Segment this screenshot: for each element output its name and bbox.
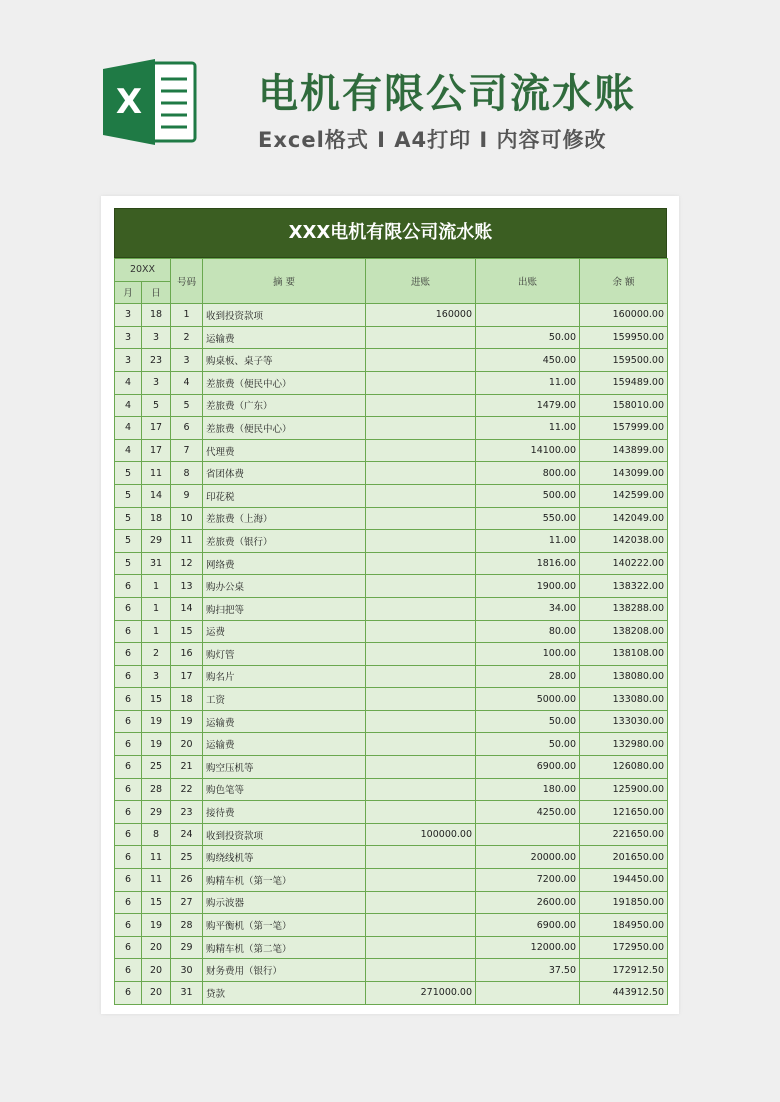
balance-cell[interactable]: 172912.50	[580, 959, 668, 982]
day-cell[interactable]: 29	[142, 801, 171, 824]
income-cell[interactable]	[366, 778, 476, 801]
summary-cell[interactable]: 运输费	[203, 326, 366, 349]
sheet-title: XXX电机有限公司流水账	[114, 208, 667, 258]
month-cell[interactable]: 3	[115, 326, 142, 349]
day-cell[interactable]: 15	[142, 891, 171, 914]
number-cell[interactable]: 23	[171, 801, 203, 824]
balance-cell[interactable]: 126080.00	[580, 756, 668, 779]
balance-cell[interactable]: 159489.00	[580, 371, 668, 394]
month-cell[interactable]: 6	[115, 914, 142, 937]
year-header: 20XX	[115, 259, 171, 282]
table-row	[115, 801, 668, 824]
expense-header: 出账	[476, 259, 580, 304]
summary-cell[interactable]: 购扫把等	[203, 597, 366, 620]
expense-cell[interactable]: 1816.00	[476, 552, 580, 575]
table-row	[115, 462, 668, 485]
table-row	[115, 869, 668, 892]
table-row	[115, 665, 668, 688]
summary-cell[interactable]: 收到投资款项	[203, 823, 366, 846]
month-cell[interactable]: 6	[115, 688, 142, 711]
summary-cell[interactable]: 购办公桌	[203, 575, 366, 598]
number-cell[interactable]: 19	[171, 710, 203, 733]
expense-cell[interactable]: 4250.00	[476, 801, 580, 824]
income-cell[interactable]	[366, 959, 476, 982]
month-cell[interactable]: 4	[115, 417, 142, 440]
day-cell[interactable]: 2	[142, 643, 171, 666]
expense-cell[interactable]: 20000.00	[476, 846, 580, 869]
day-cell[interactable]: 1	[142, 575, 171, 598]
expense-cell[interactable]: 50.00	[476, 710, 580, 733]
income-cell[interactable]	[366, 688, 476, 711]
day-cell[interactable]: 23	[142, 349, 171, 372]
day-cell[interactable]: 8	[142, 823, 171, 846]
income-cell[interactable]	[366, 846, 476, 869]
summary-cell[interactable]: 差旅费（便民中心）	[203, 417, 366, 440]
number-cell[interactable]: 27	[171, 891, 203, 914]
day-cell[interactable]: 31	[142, 552, 171, 575]
expense-cell[interactable]: 7200.00	[476, 869, 580, 892]
income-cell[interactable]	[366, 801, 476, 824]
day-cell[interactable]: 19	[142, 914, 171, 937]
number-cell[interactable]: 1	[171, 304, 203, 327]
day-cell[interactable]: 1	[142, 597, 171, 620]
excel-icon	[103, 57, 198, 147]
balance-header: 余 额	[580, 259, 668, 304]
page-title: 电机有限公司流水账	[258, 71, 636, 117]
summary-cell[interactable]: 购名片	[203, 665, 366, 688]
balance-cell[interactable]: 221650.00	[580, 823, 668, 846]
table-row	[115, 304, 668, 327]
day-cell[interactable]: 29	[142, 530, 171, 553]
day-cell[interactable]: 20	[142, 936, 171, 959]
number-cell[interactable]: 5	[171, 394, 203, 417]
balance-cell[interactable]: 159950.00	[580, 326, 668, 349]
day-cell[interactable]: 17	[142, 439, 171, 462]
income-cell[interactable]: 100000.00	[366, 823, 476, 846]
day-cell[interactable]: 18	[142, 507, 171, 530]
expense-cell[interactable]: 180.00	[476, 778, 580, 801]
expense-cell[interactable]: 80.00	[476, 620, 580, 643]
day-cell[interactable]: 19	[142, 733, 171, 756]
month-cell[interactable]: 6	[115, 869, 142, 892]
month-cell[interactable]: 6	[115, 936, 142, 959]
day-cell[interactable]: 11	[142, 846, 171, 869]
income-cell[interactable]	[366, 869, 476, 892]
expense-cell[interactable]: 100.00	[476, 643, 580, 666]
month-cell[interactable]: 6	[115, 620, 142, 643]
summary-cell[interactable]: 购绕线机等	[203, 846, 366, 869]
expense-cell[interactable]: 1900.00	[476, 575, 580, 598]
number-cell[interactable]: 21	[171, 756, 203, 779]
summary-cell[interactable]: 代理费	[203, 439, 366, 462]
expense-cell[interactable]	[476, 982, 580, 1005]
number-cell[interactable]: 12	[171, 552, 203, 575]
summary-header: 摘 要	[203, 259, 366, 304]
number-cell[interactable]: 16	[171, 643, 203, 666]
month-cell[interactable]: 6	[115, 891, 142, 914]
summary-cell[interactable]: 差旅费（上海）	[203, 507, 366, 530]
table-row	[115, 620, 668, 643]
balance-cell[interactable]: 191850.00	[580, 891, 668, 914]
expense-cell[interactable]: 550.00	[476, 507, 580, 530]
day-cell[interactable]: 20	[142, 982, 171, 1005]
summary-cell[interactable]: 购精车机（第一笔）	[203, 869, 366, 892]
month-cell[interactable]: 6	[115, 643, 142, 666]
summary-cell[interactable]: 运输费	[203, 733, 366, 756]
income-cell[interactable]	[366, 733, 476, 756]
table-row	[115, 439, 668, 462]
day-cell[interactable]: 17	[142, 417, 171, 440]
number-cell[interactable]: 4	[171, 371, 203, 394]
day-cell[interactable]: 19	[142, 710, 171, 733]
summary-cell[interactable]: 差旅费（便民中心）	[203, 371, 366, 394]
day-cell[interactable]: 14	[142, 484, 171, 507]
expense-cell[interactable]: 11.00	[476, 417, 580, 440]
month-cell[interactable]: 6	[115, 665, 142, 688]
month-cell[interactable]: 6	[115, 733, 142, 756]
income-cell[interactable]	[366, 891, 476, 914]
table-row	[115, 936, 668, 959]
balance-cell[interactable]: 158010.00	[580, 394, 668, 417]
day-cell[interactable]: 18	[142, 304, 171, 327]
balance-cell[interactable]: 143099.00	[580, 462, 668, 485]
ledger-body	[115, 304, 668, 1004]
expense-cell[interactable]: 37.50	[476, 959, 580, 982]
table-row	[115, 823, 668, 846]
month-cell[interactable]: 5	[115, 552, 142, 575]
summary-cell[interactable]: 运输费	[203, 710, 366, 733]
balance-cell[interactable]: 125900.00	[580, 778, 668, 801]
expense-cell[interactable]: 50.00	[476, 733, 580, 756]
number-cell[interactable]: 7	[171, 439, 203, 462]
balance-cell[interactable]: 142038.00	[580, 530, 668, 553]
balance-cell[interactable]: 138288.00	[580, 597, 668, 620]
number-cell[interactable]: 14	[171, 597, 203, 620]
income-cell[interactable]	[366, 552, 476, 575]
summary-cell[interactable]: 收到投资款项	[203, 304, 366, 327]
number-cell[interactable]: 18	[171, 688, 203, 711]
month-cell[interactable]: 5	[115, 484, 142, 507]
number-cell[interactable]: 30	[171, 959, 203, 982]
income-cell[interactable]: 271000.00	[366, 982, 476, 1005]
balance-cell[interactable]: 184950.00	[580, 914, 668, 937]
day-cell[interactable]: 1	[142, 620, 171, 643]
balance-cell[interactable]: 138108.00	[580, 643, 668, 666]
summary-cell[interactable]: 购示波器	[203, 891, 366, 914]
income-cell[interactable]: 160000	[366, 304, 476, 327]
month-cell[interactable]: 6	[115, 823, 142, 846]
table-row	[115, 959, 668, 982]
income-cell[interactable]	[366, 371, 476, 394]
income-cell[interactable]	[366, 936, 476, 959]
balance-cell[interactable]: 142599.00	[580, 484, 668, 507]
month-cell[interactable]: 5	[115, 507, 142, 530]
expense-cell[interactable]: 500.00	[476, 484, 580, 507]
month-cell[interactable]: 6	[115, 778, 142, 801]
table-row	[115, 846, 668, 869]
month-header: 月	[115, 281, 142, 304]
number-cell[interactable]: 2	[171, 326, 203, 349]
month-cell[interactable]: 5	[115, 530, 142, 553]
table-row	[115, 710, 668, 733]
income-cell[interactable]	[366, 710, 476, 733]
summary-cell[interactable]: 省团体费	[203, 462, 366, 485]
summary-cell[interactable]: 接待费	[203, 801, 366, 824]
number-cell[interactable]: 25	[171, 846, 203, 869]
table-row	[115, 982, 668, 1005]
month-cell[interactable]: 6	[115, 756, 142, 779]
day-cell[interactable]: 3	[142, 326, 171, 349]
month-cell[interactable]: 4	[115, 371, 142, 394]
table-row	[115, 891, 668, 914]
income-cell[interactable]	[366, 394, 476, 417]
table-row	[115, 371, 668, 394]
balance-cell[interactable]: 133030.00	[580, 710, 668, 733]
table-row	[115, 326, 668, 349]
summary-cell[interactable]: 购灯管	[203, 643, 366, 666]
day-cell[interactable]: 15	[142, 688, 171, 711]
income-cell[interactable]	[366, 530, 476, 553]
month-cell[interactable]: 4	[115, 439, 142, 462]
table-row	[115, 575, 668, 598]
balance-cell[interactable]: 160000.00	[580, 304, 668, 327]
summary-cell[interactable]: 运费	[203, 620, 366, 643]
svg-text:X: X	[115, 82, 143, 122]
table-row	[115, 733, 668, 756]
summary-cell[interactable]: 购空压机等	[203, 756, 366, 779]
summary-cell[interactable]: 差旅费（银行）	[203, 530, 366, 553]
income-cell[interactable]	[366, 620, 476, 643]
income-cell[interactable]	[366, 417, 476, 440]
table-row	[115, 484, 668, 507]
number-cell[interactable]: 29	[171, 936, 203, 959]
balance-cell[interactable]: 443912.50	[580, 982, 668, 1005]
summary-cell[interactable]: 购精车机（第二笔）	[203, 936, 366, 959]
table-row	[115, 778, 668, 801]
month-cell[interactable]: 6	[115, 982, 142, 1005]
page-subtitle: Excel格式 I A4打印 I 内容可修改	[258, 128, 607, 152]
number-cell[interactable]: 24	[171, 823, 203, 846]
table-row	[115, 914, 668, 937]
number-cell[interactable]: 15	[171, 620, 203, 643]
table-row	[115, 507, 668, 530]
ledger-table-wrap	[114, 208, 667, 1005]
expense-cell[interactable]: 450.00	[476, 349, 580, 372]
expense-cell[interactable]: 1479.00	[476, 394, 580, 417]
number-cell[interactable]: 8	[171, 462, 203, 485]
day-cell[interactable]: 3	[142, 665, 171, 688]
expense-cell[interactable]: 14100.00	[476, 439, 580, 462]
number-cell[interactable]: 17	[171, 665, 203, 688]
expense-cell[interactable]: 5000.00	[476, 688, 580, 711]
balance-cell[interactable]: 138080.00	[580, 665, 668, 688]
month-cell[interactable]: 6	[115, 597, 142, 620]
ledger-table	[114, 258, 668, 1005]
balance-cell[interactable]: 201650.00	[580, 846, 668, 869]
balance-cell[interactable]: 138322.00	[580, 575, 668, 598]
summary-cell[interactable]: 贷款	[203, 982, 366, 1005]
balance-cell[interactable]: 157999.00	[580, 417, 668, 440]
summary-cell[interactable]: 差旅费（广东）	[203, 394, 366, 417]
month-cell[interactable]: 5	[115, 462, 142, 485]
expense-cell[interactable]: 34.00	[476, 597, 580, 620]
income-cell[interactable]	[366, 756, 476, 779]
day-cell[interactable]: 5	[142, 394, 171, 417]
spreadsheet-sheet	[101, 196, 679, 1014]
table-row	[115, 688, 668, 711]
number-cell[interactable]: 26	[171, 869, 203, 892]
table-row	[115, 349, 668, 372]
income-header: 进账	[366, 259, 476, 304]
income-cell[interactable]	[366, 484, 476, 507]
balance-cell[interactable]: 133080.00	[580, 688, 668, 711]
expense-cell[interactable]: 28.00	[476, 665, 580, 688]
income-cell[interactable]	[366, 643, 476, 666]
expense-cell[interactable]: 12000.00	[476, 936, 580, 959]
summary-cell[interactable]: 网络费	[203, 552, 366, 575]
expense-cell[interactable]: 800.00	[476, 462, 580, 485]
number-cell[interactable]: 3	[171, 349, 203, 372]
expense-cell[interactable]: 2600.00	[476, 891, 580, 914]
month-cell[interactable]: 4	[115, 394, 142, 417]
balance-cell[interactable]: 132980.00	[580, 733, 668, 756]
number-cell[interactable]: 9	[171, 484, 203, 507]
summary-cell[interactable]: 印花税	[203, 484, 366, 507]
month-cell[interactable]: 6	[115, 846, 142, 869]
number-cell[interactable]: 10	[171, 507, 203, 530]
number-cell[interactable]: 28	[171, 914, 203, 937]
income-cell[interactable]	[366, 439, 476, 462]
balance-cell[interactable]: 172950.00	[580, 936, 668, 959]
balance-cell[interactable]: 159500.00	[580, 349, 668, 372]
income-cell[interactable]	[366, 349, 476, 372]
summary-cell[interactable]: 购平衡机（第一笔）	[203, 914, 366, 937]
summary-cell[interactable]: 财务费用（银行）	[203, 959, 366, 982]
balance-cell[interactable]: 140222.00	[580, 552, 668, 575]
day-cell[interactable]: 3	[142, 371, 171, 394]
table-row	[115, 552, 668, 575]
day-cell[interactable]: 20	[142, 959, 171, 982]
balance-cell[interactable]: 138208.00	[580, 620, 668, 643]
month-cell[interactable]: 3	[115, 349, 142, 372]
number-cell[interactable]: 13	[171, 575, 203, 598]
day-cell[interactable]: 11	[142, 869, 171, 892]
table-row	[115, 643, 668, 666]
table-row	[115, 417, 668, 440]
expense-cell[interactable]: 11.00	[476, 530, 580, 553]
number-cell[interactable]: 6	[171, 417, 203, 440]
table-row	[115, 756, 668, 779]
number-cell[interactable]: 20	[171, 733, 203, 756]
balance-cell[interactable]: 194450.00	[580, 869, 668, 892]
table-row	[115, 394, 668, 417]
expense-cell[interactable]: 50.00	[476, 326, 580, 349]
income-cell[interactable]	[366, 575, 476, 598]
number-cell[interactable]: 31	[171, 982, 203, 1005]
expense-cell[interactable]	[476, 823, 580, 846]
summary-cell[interactable]: 购色笔等	[203, 778, 366, 801]
income-cell[interactable]	[366, 914, 476, 937]
month-cell[interactable]: 6	[115, 959, 142, 982]
day-cell[interactable]: 28	[142, 778, 171, 801]
number-header: 号码	[171, 259, 203, 304]
income-cell[interactable]	[366, 597, 476, 620]
month-cell[interactable]: 6	[115, 801, 142, 824]
expense-cell[interactable]: 6900.00	[476, 914, 580, 937]
summary-cell[interactable]: 工资	[203, 688, 366, 711]
income-cell[interactable]	[366, 665, 476, 688]
income-cell[interactable]	[366, 462, 476, 485]
balance-cell[interactable]: 121650.00	[580, 801, 668, 824]
expense-cell[interactable]: 6900.00	[476, 756, 580, 779]
summary-cell[interactable]: 购桌板、桌子等	[203, 349, 366, 372]
expense-cell[interactable]	[476, 304, 580, 327]
balance-cell[interactable]: 142049.00	[580, 507, 668, 530]
page-header	[0, 0, 780, 200]
number-cell[interactable]: 22	[171, 778, 203, 801]
expense-cell[interactable]: 11.00	[476, 371, 580, 394]
day-header: 日	[142, 281, 171, 304]
income-cell[interactable]	[366, 326, 476, 349]
balance-cell[interactable]: 143899.00	[580, 439, 668, 462]
day-cell[interactable]: 11	[142, 462, 171, 485]
number-cell[interactable]: 11	[171, 530, 203, 553]
month-cell[interactable]: 6	[115, 575, 142, 598]
month-cell[interactable]: 3	[115, 304, 142, 327]
table-row	[115, 597, 668, 620]
table-row	[115, 530, 668, 553]
day-cell[interactable]: 25	[142, 756, 171, 779]
income-cell[interactable]	[366, 507, 476, 530]
month-cell[interactable]: 6	[115, 710, 142, 733]
